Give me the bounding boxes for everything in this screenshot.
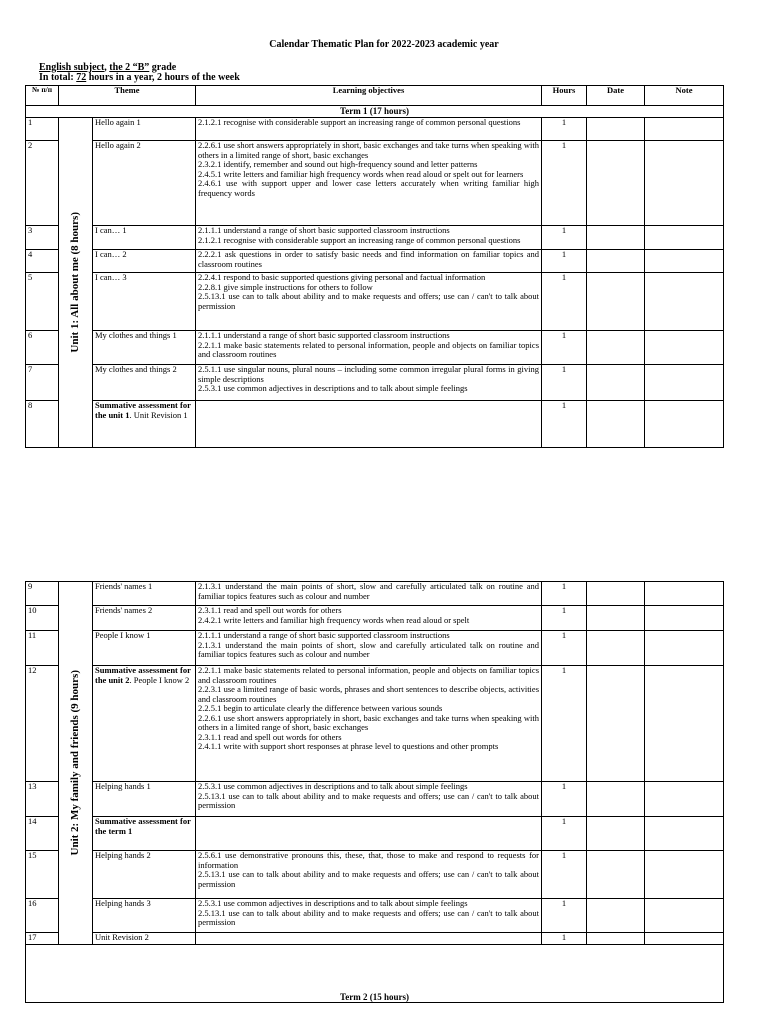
note-cell (645, 273, 724, 331)
theme-cell: I can… 2 (93, 250, 196, 273)
hours-cell: 1 (542, 118, 587, 141)
note-cell (645, 666, 724, 782)
hours-cell: 1 (542, 365, 587, 401)
unit-2-vertical-label-label: Unit 2: My family and friends (9 hours) (69, 670, 82, 856)
note-cell (645, 606, 724, 631)
date-cell (587, 851, 645, 899)
date-cell (587, 273, 645, 331)
objectives-cell: 2.3.1.1 read and spell out words for others 2.4.2.1 write letters and familiar high frequency words when read aloud or spelt (196, 606, 542, 631)
hours-cell: 1 (542, 250, 587, 273)
theme-bold: Summative assessment for the term 1 (95, 816, 191, 836)
row-number: 14 (26, 817, 59, 851)
plan-row (26, 817, 724, 851)
hours-cell: 1 (542, 141, 587, 226)
row-number: 9 (26, 582, 59, 606)
note-cell (645, 899, 724, 933)
hours-cell: 1 (542, 666, 587, 782)
plan-row (26, 851, 724, 899)
plan-row (26, 273, 724, 331)
term-1-label: Term 1 (17 hours) (26, 106, 724, 118)
objectives-cell: 2.2.2.1 ask questions in order to satisfy basic needs and find information on familiar topics and classroom routines (196, 250, 542, 273)
note-cell (645, 250, 724, 273)
row-number: 11 (26, 631, 59, 666)
plan-row (26, 331, 724, 365)
date-cell (587, 226, 645, 250)
plan-row (26, 141, 724, 226)
document-title: Calendar Thematic Plan for 2022-2023 academic year (269, 39, 499, 50)
row-number: 15 (26, 851, 59, 899)
note-cell (645, 365, 724, 401)
date-cell (587, 365, 645, 401)
objectives-cell: 2.5.6.1 use demonstrative pronouns this, these, that, those to make and respond to requests for information 2.5.13.1 use can to talk about ability and to make requests and offers; use can / can't to talk about permission (196, 851, 542, 899)
plan-row (26, 250, 724, 273)
hours-cell: 1 (542, 226, 587, 250)
row-number: 1 (26, 118, 59, 141)
plan-row (26, 365, 724, 401)
hours-cell: 1 (542, 331, 587, 365)
plan-row (26, 666, 724, 782)
theme-cell: Hello again 2 (93, 141, 196, 226)
plan-row (26, 899, 724, 933)
row-number: 7 (26, 365, 59, 401)
hours-cell: 1 (542, 631, 587, 666)
theme-cell: I can… 1 (93, 226, 196, 250)
date-cell (587, 118, 645, 141)
row-number: 16 (26, 899, 59, 933)
row-number: 12 (26, 666, 59, 782)
total-hours-line (39, 72, 240, 83)
header-hours: Hours (542, 86, 587, 106)
objectives-cell (196, 401, 542, 448)
note-cell (645, 817, 724, 851)
subject-label: English subject (39, 62, 105, 73)
grade-suffix: grade (149, 62, 177, 73)
term-2-row (26, 945, 724, 1003)
plan-table-page-2 (25, 581, 724, 1003)
theme-cell: Friends' names 2 (93, 606, 196, 631)
date-cell (587, 782, 645, 817)
theme-cell (93, 817, 196, 851)
theme-cell: I can… 3 (93, 273, 196, 331)
term-1-row (26, 106, 724, 118)
date-cell (587, 250, 645, 273)
plan-table-page-1 (25, 85, 724, 448)
objectives-cell: 2.2.1.1 make basic statements related to personal information, people and objects on familiar topics and classroom routines 2.2.3.1 use a limited range of basic words, phrases and short sentences to describe objects, activities and classroom routines 2.2.5.1 begin to articulate clearly the difference between various sounds 2.2.6.1 use short answers appropriately in short, basic exchanges and take turns when speaking with others in a limited range of short, basic exchanges 2.3.1.1 read and spell out words for others 2.4.1.1 write with support short responses at phrase level to questions and other prompts (196, 666, 542, 782)
theme-cell: Unit Revision 2 (93, 933, 196, 945)
date-cell (587, 582, 645, 606)
note-cell (645, 782, 724, 817)
theme-cell: People I know 1 (93, 631, 196, 666)
plan-row (26, 782, 724, 817)
row-number: 4 (26, 250, 59, 273)
unit-2-vertical-label (59, 582, 93, 945)
total-suffix: hours in a year, 2 hours of the week (86, 72, 240, 83)
total-hours-value: 72 (76, 72, 87, 83)
plan-row (26, 226, 724, 250)
objectives-cell: 2.5.3.1 use common adjectives in descriptions and to talk about simple feelings 2.5.13.1 use can to talk about ability and to make requests and offers; use can / can't to talk about permission (196, 899, 542, 933)
total-prefix: In total: (39, 72, 77, 83)
theme-cell: My clothes and things 2 (93, 365, 196, 401)
theme-cell (93, 401, 196, 448)
date-cell (587, 817, 645, 851)
row-number: 6 (26, 331, 59, 365)
note-cell (645, 118, 724, 141)
date-cell (587, 666, 645, 782)
theme-bold: Summative assessment for the unit 2 (95, 665, 191, 685)
theme-rest: . People I know 2 (129, 674, 190, 685)
hours-cell: 1 (542, 606, 587, 631)
date-cell (587, 899, 645, 933)
objectives-cell: 2.2.6.1 use short answers appropriately in short, basic exchanges and take turns when speaking with others in a limited range of short, basic exchanges 2.3.2.1 identify, remember and sound out high-frequency sound and letter patterns 2.4.5.1 write letters and familiar high frequency words when read aloud or spelt out for learners 2.4.6.1 use with support upper and lower case letters accurately when writing familiar high frequency words (196, 141, 542, 226)
grade-label: the 2 “B” (109, 62, 150, 73)
header-theme: Theme (59, 86, 196, 106)
plan-row (26, 118, 724, 141)
hours-cell: 1 (542, 933, 587, 945)
objectives-cell: 2.1.1.1 understand a range of short basic supported classroom instructions 2.2.1.1 make basic statements related to personal information, people and objects on familiar topics and classroom routines (196, 331, 542, 365)
objectives-cell: 2.1.3.1 understand the main points of short, slow and carefully articulated talk on routine and familiar topics features such as colour and number (196, 582, 542, 606)
note-cell (645, 631, 724, 666)
hours-cell: 1 (542, 273, 587, 331)
theme-cell: Helping hands 3 (93, 899, 196, 933)
objectives-cell (196, 933, 542, 945)
date-cell (587, 606, 645, 631)
unit-1-vertical-label (59, 118, 93, 448)
header-row (26, 86, 724, 106)
theme-rest: . Unit Revision 1 (129, 409, 188, 420)
row-number: 5 (26, 273, 59, 331)
row-number: 2 (26, 141, 59, 226)
date-cell (587, 401, 645, 448)
hours-cell: 1 (542, 401, 587, 448)
hours-cell: 1 (542, 899, 587, 933)
row-number: 3 (26, 226, 59, 250)
hours-cell: 1 (542, 817, 587, 851)
objectives-cell: 2.1.1.1 understand a range of short basic supported classroom instructions 2.1.2.1 recognise with considerable support an increasing range of common personal questions (196, 226, 542, 250)
unit-1-vertical-label-label: Unit 1: All about me (8 hours) (69, 212, 82, 353)
plan-row (26, 606, 724, 631)
note-cell (645, 226, 724, 250)
header-num: № п/п (26, 86, 59, 106)
plan-row (26, 933, 724, 945)
header-note: Note (645, 86, 724, 106)
note-cell (645, 401, 724, 448)
objectives-cell: 2.1.2.1 recognise with considerable support an increasing range of common personal questions (196, 118, 542, 141)
plan-row (26, 401, 724, 448)
note-cell (645, 331, 724, 365)
objectives-cell (196, 817, 542, 851)
header-date: Date (587, 86, 645, 106)
date-cell (587, 331, 645, 365)
date-cell (587, 631, 645, 666)
theme-cell: Helping hands 1 (93, 782, 196, 817)
plan-row (26, 631, 724, 666)
theme-cell: Friends' names 1 (93, 582, 196, 606)
objectives-cell: 2.5.3.1 use common adjectives in descriptions and to talk about simple feelings 2.5.13.1 use can to talk about ability and to make requests and offers; use can / can't to talk about permission (196, 782, 542, 817)
row-number: 8 (26, 401, 59, 448)
note-cell (645, 933, 724, 945)
hours-cell: 1 (542, 582, 587, 606)
row-number: 13 (26, 782, 59, 817)
plan-row (26, 582, 724, 606)
row-number: 17 (26, 933, 59, 945)
theme-cell: My clothes and things 1 (93, 331, 196, 365)
theme-cell (93, 666, 196, 782)
date-cell (587, 141, 645, 226)
note-cell (645, 582, 724, 606)
subject-line: English subject, the 2 “B” grade (39, 62, 177, 73)
theme-cell: Helping hands 2 (93, 851, 196, 899)
hours-cell: 1 (542, 851, 587, 899)
theme-cell: Hello again 1 (93, 118, 196, 141)
objectives-cell: 2.2.4.1 respond to basic supported questions giving personal and factual information 2.2.8.1 give simple instructions for others to follow 2.5.13.1 use can to talk about ability and to make requests and offers; use can / can't to talk about permission (196, 273, 542, 331)
hours-cell: 1 (542, 782, 587, 817)
row-number: 10 (26, 606, 59, 631)
note-cell (645, 141, 724, 226)
date-cell (587, 933, 645, 945)
objectives-cell: 2.1.1.1 understand a range of short basic supported classroom instructions 2.1.3.1 understand the main points of short, slow and carefully articulated talk on routine and familiar topics features such as colour and number (196, 631, 542, 666)
term-2-label: Term 2 (15 hours) (26, 945, 724, 1003)
theme-bold: Summative assessment for the unit 1 (95, 400, 191, 420)
note-cell (645, 851, 724, 899)
header-objectives: Learning objectives (196, 86, 542, 106)
objectives-cell: 2.5.1.1 use singular nouns, plural nouns – including some common irregular plural forms in giving simple descriptions 2.5.3.1 use common adjectives in descriptions and to talk about simple feelings (196, 365, 542, 401)
